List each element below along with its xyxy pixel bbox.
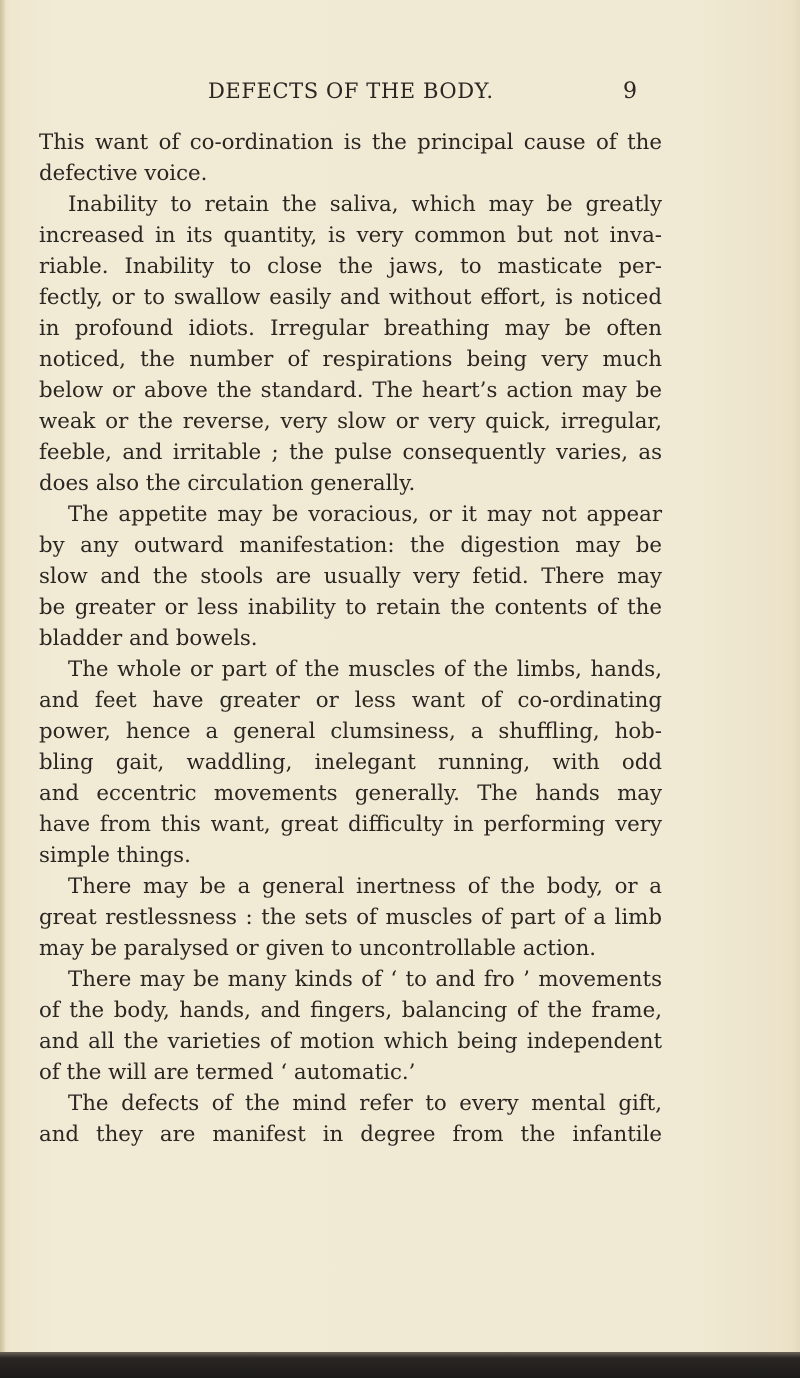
text-line: bladder and bowels. <box>39 626 258 651</box>
text-line: slow and the stools are usually very fetid. There may <box>39 564 662 589</box>
text-line: The whole or part of the muscles of the limbs, hands, <box>68 657 662 682</box>
text-line: riable. Inability to close the jaws, to masticate per- <box>39 254 662 279</box>
scan-bottom-border <box>0 1352 800 1378</box>
page-gutter-shadow <box>0 0 6 1378</box>
text-line: The appetite may be voracious, or it may not appear <box>68 502 662 527</box>
text-line: noticed, the number of respirations being very much <box>39 347 662 372</box>
text-line: does also the circulation generally. <box>39 471 416 496</box>
page-header <box>0 79 800 109</box>
text-line: by any outward manifestation: the digestion may be <box>39 533 662 558</box>
text-line: weak or the reverse, very slow or very quick, irregular, <box>39 409 662 434</box>
text-line: have from this want, great difficulty in performing very <box>39 812 662 837</box>
text-line: be greater or less inability to retain the contents of the <box>39 595 662 620</box>
text-line: simple things. <box>39 843 191 868</box>
text-line: in profound idiots. Irregular breathing may be often <box>39 316 662 341</box>
text-line: and eccentric movements generally. The hands may <box>39 781 662 806</box>
text-line: bling gait, waddling, inelegant running, with odd <box>39 750 662 775</box>
text-line: below or above the standard. The heart’s action may be <box>39 378 662 403</box>
page-number: 9 <box>623 79 637 104</box>
text-line: There may be many kinds of ‘ to and fro ’ movements <box>68 967 662 992</box>
text-line: of the body, hands, and fingers, balancing of the frame, <box>39 998 662 1023</box>
text-line: and feet have greater or less want of co-ordinating <box>39 688 662 713</box>
text-line: defective voice. <box>39 161 208 186</box>
text-line: may be paralysed or given to uncontrollable action. <box>39 936 597 961</box>
text-line: This want of co-ordination is the principal cause of the <box>39 130 662 155</box>
text-line: of the will are termed ‘ automatic.’ <box>39 1060 416 1085</box>
text-line: great restlessness : the sets of muscles of part of a limb <box>39 905 662 930</box>
text-line: There may be a general inertness of the body, or a <box>68 874 662 899</box>
text-line: feeble, and irritable ; the pulse consequently varies, as <box>39 440 662 465</box>
text-line: increased in its quantity, is very common but not inva- <box>39 223 662 248</box>
text-line: and all the varieties of motion which being independent <box>39 1029 662 1054</box>
text-line: The defects of the mind refer to every mental gift, <box>68 1091 662 1116</box>
text-line: power, hence a general clumsiness, a shuffling, hob- <box>39 719 662 744</box>
text-line: Inability to retain the saliva, which may be greatly <box>68 192 662 217</box>
running-head: DEFECTS OF THE BODY. <box>208 79 494 103</box>
text-line: fectly, or to swallow easily and without effort, is noticed <box>39 285 662 310</box>
text-line: and they are manifest in degree from the infantile <box>39 1122 662 1147</box>
